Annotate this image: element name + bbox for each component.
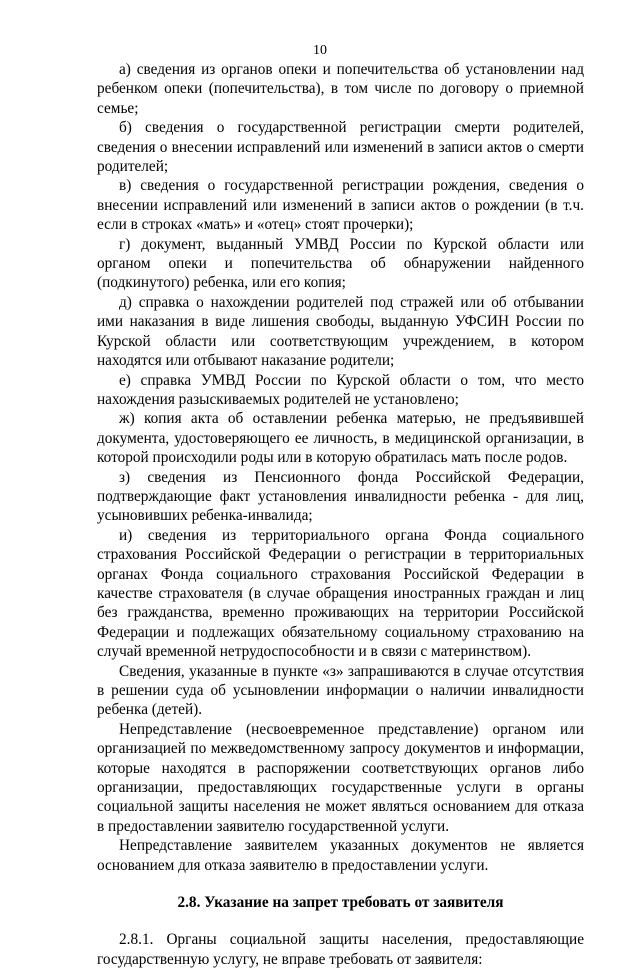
paragraph-d: д) справка о нахождении родителей под стражей или об отбывании ими наказания в виде лишения свободы, выданную УФСИН России по Курской области или соответствующим учреждением, в котором находятся или отбывают наказание родители;	[97, 293, 584, 370]
paragraph-nonsubmission-applicant: Непредставление заявителем указанных документов не является основанием для отказа заявителю в предоставлении услуги.	[97, 837, 584, 874]
paragraph-zh: ж) копия акта об оставлении ребенка матерью, не предъявившей документа, удостоверяющего ее личность, в медицинской организации, в которой происходили роды или в которую обратилась мать после родов.	[97, 410, 584, 467]
paragraph-note-z: Сведения, указанные в пункте «з» запрашиваются в случае отсутствия в решении суда об усыновлении информации о наличии инвалидности ребенка (детей).	[97, 662, 584, 719]
paragraph-e: е) справка УМВД России по Курской области о том, что место нахождения разыскиваемых родителей не установлено;	[97, 371, 584, 408]
paragraph-z: з) сведения из Пенсионного фонда Российской Федерации, подтверждающие факт установления инвалидности ребенка - для лиц, усыновивших ребенка-инвалида;	[97, 468, 584, 525]
paragraph-nonsubmission-agency: Непредставление (несвоевременное представление) органом или организацией по межведомственному запросу документов и информации, которые находятся в распоряжении соответствующих органов либо организации, предоставляющих государственные услуги в органы социальной защиты населения не может являться основанием для отказа в предоставлении заявителю государственной услуги.	[97, 720, 584, 835]
paragraph-b: б) сведения о государственной регистрации смерти родителей, сведения о внесении исправлений или изменений в записи актов о смерти родителей;	[97, 119, 584, 176]
paragraph-a: а) сведения из органов опеки и попечительства об установлении над ребенком опеки (попечительства), в том числе по договору о приемной семье;	[97, 61, 584, 117]
page-number: 10	[313, 43, 327, 58]
paragraph-i: и) сведения из территориального органа Фонда социального страхования Российской Федерации о регистрации в территориальных органах Фонда социального страхования Российской Федерации в качестве страхователя (в случае обращения иностранных граждан и лиц без гражданства, временно проживающих на территории Российской Федерации и подлежащих обязательному социальному страхованию на случай временной нетрудоспособности и в связи с материнством).	[97, 526, 584, 661]
paragraph-v: в) сведения о государственной регистрации рождения, сведения о внесении исправлений или изменений в записи актов о рождении (в т.ч. если в строках «мать» и «отец» стоят прочерки);	[97, 177, 584, 234]
paragraph-2-8-1: 2.8.1. Органы социальной защиты населения, предоставляющие государственную услугу, не вправе требовать от заявителя:	[97, 931, 584, 968]
document-body	[97, 60, 584, 969]
paragraph-g: г) документ, выданный УМВД России по Курской области или органом опеки и попечительства об обнаружении найденного (подкинутого) ребенка, или его копия;	[97, 235, 584, 292]
section-heading: 2.8. Указание на запрет требовать от заявителя	[177, 894, 504, 912]
